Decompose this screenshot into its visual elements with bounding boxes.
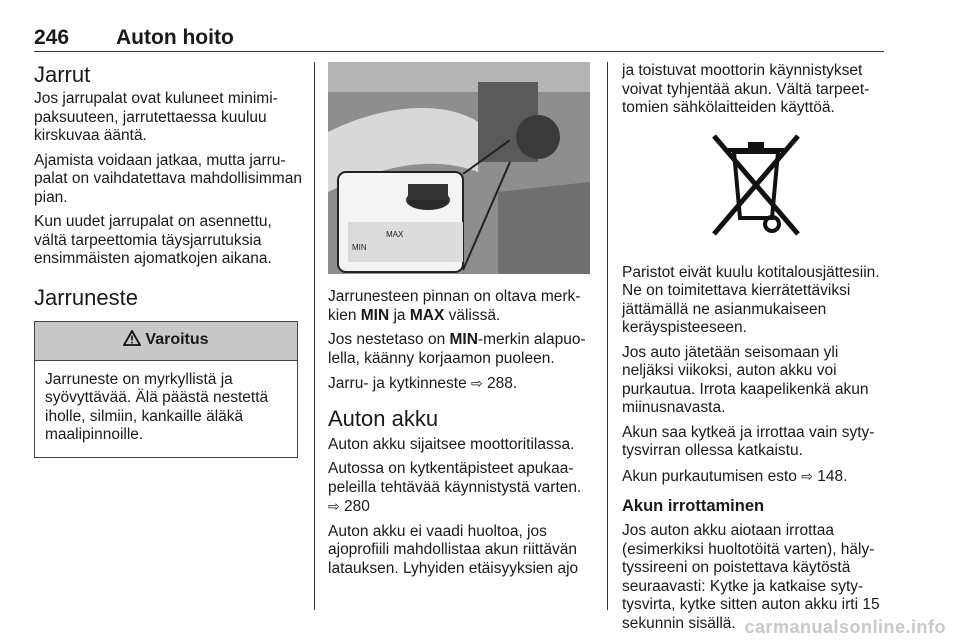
text-run: Jarru- ja kytkinneste (328, 375, 471, 392)
heading-brake-fluid: Jarruneste (34, 284, 138, 310)
warning-box (34, 321, 298, 458)
heading-battery-disconnect: Akun irrottaminen (622, 497, 765, 515)
column-left (34, 62, 302, 458)
cross-reference (328, 374, 590, 394)
paragraph: Ajamista voidaan jatkaa, mutta jarrupalat on vaihdatettava mahdollisimman pian. (34, 151, 302, 206)
min-label: MIN (360, 306, 390, 324)
watermark[interactable]: carmanualsonline.info (744, 617, 946, 637)
paragraph: Kun uudet jarrupalat on asennettu, vältä tarpeettomia täysjarrutuksia ensimmäisten ajomatkojen aikana. (34, 213, 272, 267)
min-marking: MIN (352, 243, 367, 252)
text-run: Autossa on kytkentäpisteet apukaapeleilla tehtävää käynnistystä varten. (328, 460, 582, 496)
header-rule (34, 51, 884, 52)
paragraph: Akun saa kytkeä ja irrottaa vain sytytysvirran ollessa katkaistu. (622, 423, 875, 459)
reference-page: 148. (817, 467, 848, 485)
text-run: ja (389, 306, 410, 324)
paragraph: Paristot eivät kuulu kotitalousjättesiin. Ne on toimitettava kierrätettäviksi jättämällä ne asianmukaiseen keräyspisteeseen. (622, 263, 880, 336)
cross-reference (622, 467, 890, 487)
warning-text: Jarruneste on myrkyllistä ja syövyttävää. Älä päästä nestettä iholle, silmiin, kankaille äläkä maalipinnoille. (45, 370, 269, 443)
heading-brakes: Jarrut (34, 62, 91, 87)
section-title: Auton hoito (116, 26, 234, 49)
column-divider (314, 62, 315, 610)
paragraph (328, 288, 590, 325)
heading-battery: Auton akku (328, 405, 439, 431)
paragraph: ja toistuvat moottorin käynnistykset voivat tyhjentää akun. Vältä tarpeettomien sähkölaitteiden käyttöä. (622, 62, 870, 116)
paragraph: Auton akku sijaitsee moottoritilassa. (328, 435, 575, 453)
paragraph: Jos auto jätetään seisomaan yli neljäksi viikoksi, auton akku voi purkautua. Irrota kaapelikenkä akun miinusnavasta. (622, 343, 869, 416)
brake-fluid-reservoir-photo (328, 62, 590, 274)
text-run: Jarrunesteen pinnan on oltava merkkien (328, 288, 581, 324)
text-run: -merkin alapuolella, käänny korjaamon puoleen. (328, 331, 586, 367)
paragraph: Jos auton akku aiotaan irrottaa (esimerkiksi huoltotöitä varten), hälytyssireeni on poistettava käytöstä seuraavasti: Kytke ja katkaise sytytysvirta, kytke sitten auton akku irti 15 sekunnin sisällä. (622, 522, 880, 632)
reference-page: 280 (344, 498, 370, 515)
text-run: Jos nestetaso on (328, 331, 450, 348)
reference-page: 288. (487, 375, 518, 392)
page-reference-icon: ⇨ (801, 467, 813, 484)
column-middle (328, 62, 590, 584)
warning-header (35, 322, 297, 361)
min-label: MIN (449, 331, 478, 348)
max-label: MAX (409, 306, 445, 324)
crossed-out-wheelie-bin-icon (706, 130, 806, 242)
page-reference-icon: ⇨ (328, 498, 340, 514)
paragraph: Auton akku ei vaadi huoltoa, jos ajoprofiili mahdollistaa akun riittävän latauksen. Lyhyiden etäisyyksien ajo (328, 522, 579, 577)
paragraph (328, 460, 590, 517)
paragraph: Jos jarrupalat ovat kuluneet minimipaksuuteen, jarrutettaessa kuuluu kirskuvaa ääntä. (34, 90, 278, 144)
paragraph (328, 331, 590, 368)
text-run: Akun purkautumisen esto (622, 467, 802, 485)
column-right (622, 62, 890, 639)
page-reference-icon: ⇨ (471, 375, 483, 391)
text-run: välissä. (444, 306, 501, 324)
column-divider (607, 62, 608, 610)
page-number: 246 (34, 26, 70, 49)
page-header (34, 26, 884, 52)
max-marking: MAX (386, 230, 404, 239)
warning-title: Varoitus (145, 331, 209, 349)
warning-triangle-icon (123, 330, 141, 352)
